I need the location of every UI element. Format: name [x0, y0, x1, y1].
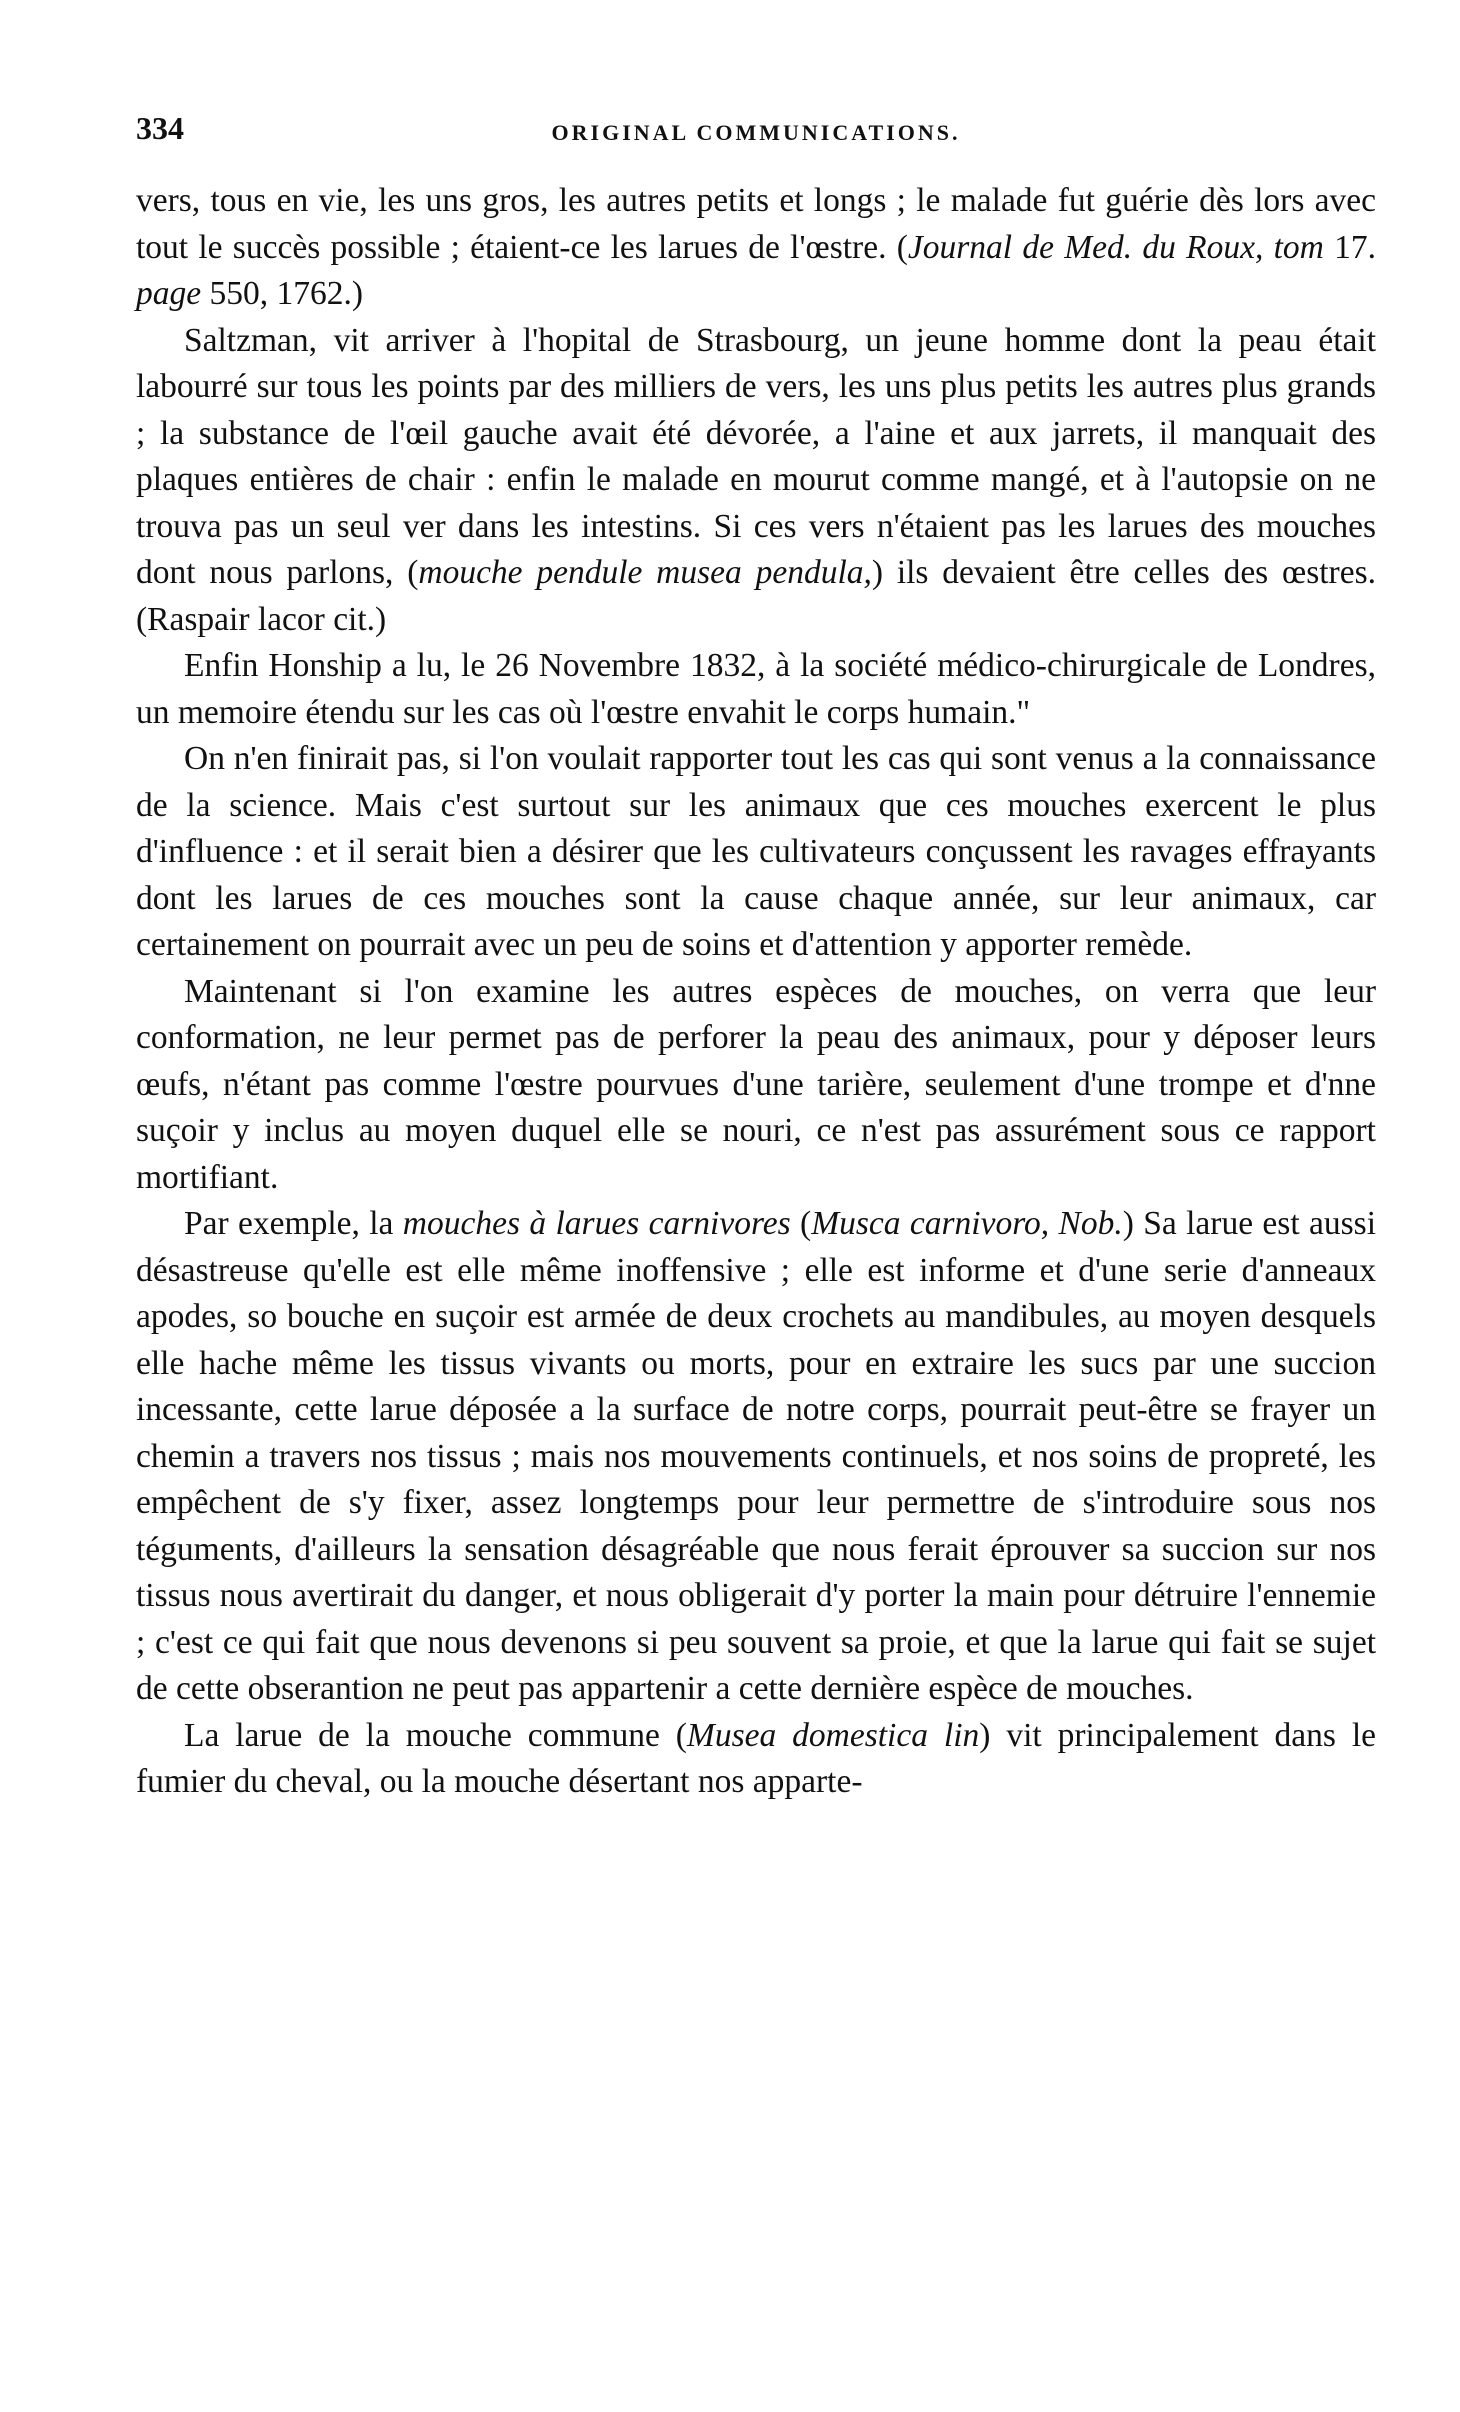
paragraph — [136, 318, 1376, 644]
italic-text: Musea domestica lin — [686, 1716, 980, 1754]
italic-text: mouches à larues carnivores — [402, 1205, 791, 1242]
paragraph — [136, 643, 1376, 736]
text-segment: ( — [790, 1205, 812, 1242]
book-page — [136, 110, 1376, 1806]
italic-text: Journal de Med. du Roux, tom — [907, 228, 1324, 266]
text-segment: ) vit principalement dans le fumier du cheval, ou la mouche désertant nos apparte- — [136, 1716, 1376, 1800]
italic-text: page — [136, 275, 202, 312]
paragraph — [136, 736, 1376, 969]
text-segment: La larue de la mouche commune ( — [184, 1716, 687, 1754]
running-head: ORIGINAL COMMUNICATIONS. — [551, 120, 961, 145]
text-segment: 550, 1762.) — [201, 275, 364, 312]
text-segment: ) Sa larue est aussi désastreuse qu'elle est elle même inoffensive ; elle est informe et d'une serie d'anneaux apodes, so bouche en suçoir est armée de deux crochets au mandibules, au moyen desquels elle hache même les tissus vivants ou morts, pour en extraire les sucs par une succion incessante, cette larue déposée a la surface de notre corps, pourrait peut-être se frayer un chemin a travers nos tissus ; mais nos mouvements continuels, et nos soins de propreté, les empêchent de s'y fixer, assez longtemps pour leur permettre de s'introduire sous nos téguments, d'ailleurs la sensation désagréable que nous ferait éprouver sa succion sur nos tissus nous avertirait du danger, et nous obligerait d'y porter la main pour détruire l'ennemie ; c'est ce qui fait que nous devenons si peu souvent sa proie, et que la larue qui fait se sujet de cette obserantion ne peut pas appartenir a cette dernière espèce de mouches. — [136, 1205, 1377, 1707]
text-segment: Saltzman, vit arriver à l'hopital de Strasbourg, un jeune homme dont la peau était labourré sur tous les points par des milliers de vers, les uns plus petits les autres plus grands ; la substance de l'œil gauche avait été dévorée, a l'aine et aux jarrets, il manquait des plaques entières de chair : enfin le malade en mourut comme mangé, et à l'autopsie on ne trouva pas un seul ver dans les intestins. Si ces vers n'étaient pas les larues des mouches dont nous parlons, ( — [136, 321, 1376, 591]
text-segment: Maintenant si l'on examine les autres espèces de mouches, on verra que leur conformation, ne leur permet pas de perforer la peau des animaux, pour y déposer leurs œufs, n'étant pas comme l'œstre pourvues d'une tarière, seulement d'une trompe et d'nne suçoir y inclus au moyen duquel elle se nouri, ce n'est pas assurément sous ce rapport mortifiant. — [136, 972, 1376, 1196]
page-header — [136, 110, 1376, 162]
text-segment: 17. — [1323, 228, 1377, 266]
text-segment: Par exemple, la — [184, 1205, 403, 1242]
italic-text: Musca carnivoro, Nob. — [811, 1205, 1123, 1242]
paragraph — [136, 1713, 1376, 1806]
text-segment: ) ils devaient être celles des œstres. (Raspair lacor cit.) — [136, 554, 1376, 638]
text-segment: On n'en finirait pas, si l'on voulait rapporter tout les cas qui sont venus a la connaissance de la science. Mais c'est surtout sur les animaux que ces mouches exercent le plus d'influence : et il serait bien a désirer que les cultivateurs conçussent les ravages effrayants dont les larues de ces mouches sont la cause chaque année, sur leur animaux, car certainement on pourrait avec un peu de soins et d'attention y apporter remède. — [136, 740, 1376, 963]
text-segment: vers, tous en vie, les uns gros, les autres petits et longs ; le malade fut guérie dès lors avec tout le succès possible ; étaient-ce les larues de l'œstre. ( — [136, 182, 1376, 266]
paragraph — [136, 1201, 1376, 1713]
page-number: 334 — [136, 110, 184, 146]
paragraph — [136, 178, 1376, 318]
text-segment: Enfin Honship a lu, le 26 Novembre 1832, à la société médico-chirurgicale de Londres, un memoire étendu sur les cas où l'œstre envahit le corps humain." — [136, 647, 1376, 731]
italic-text: mouche pendule musea pendula, — [418, 554, 872, 591]
body-text — [136, 178, 1376, 1806]
paragraph — [136, 969, 1376, 1202]
